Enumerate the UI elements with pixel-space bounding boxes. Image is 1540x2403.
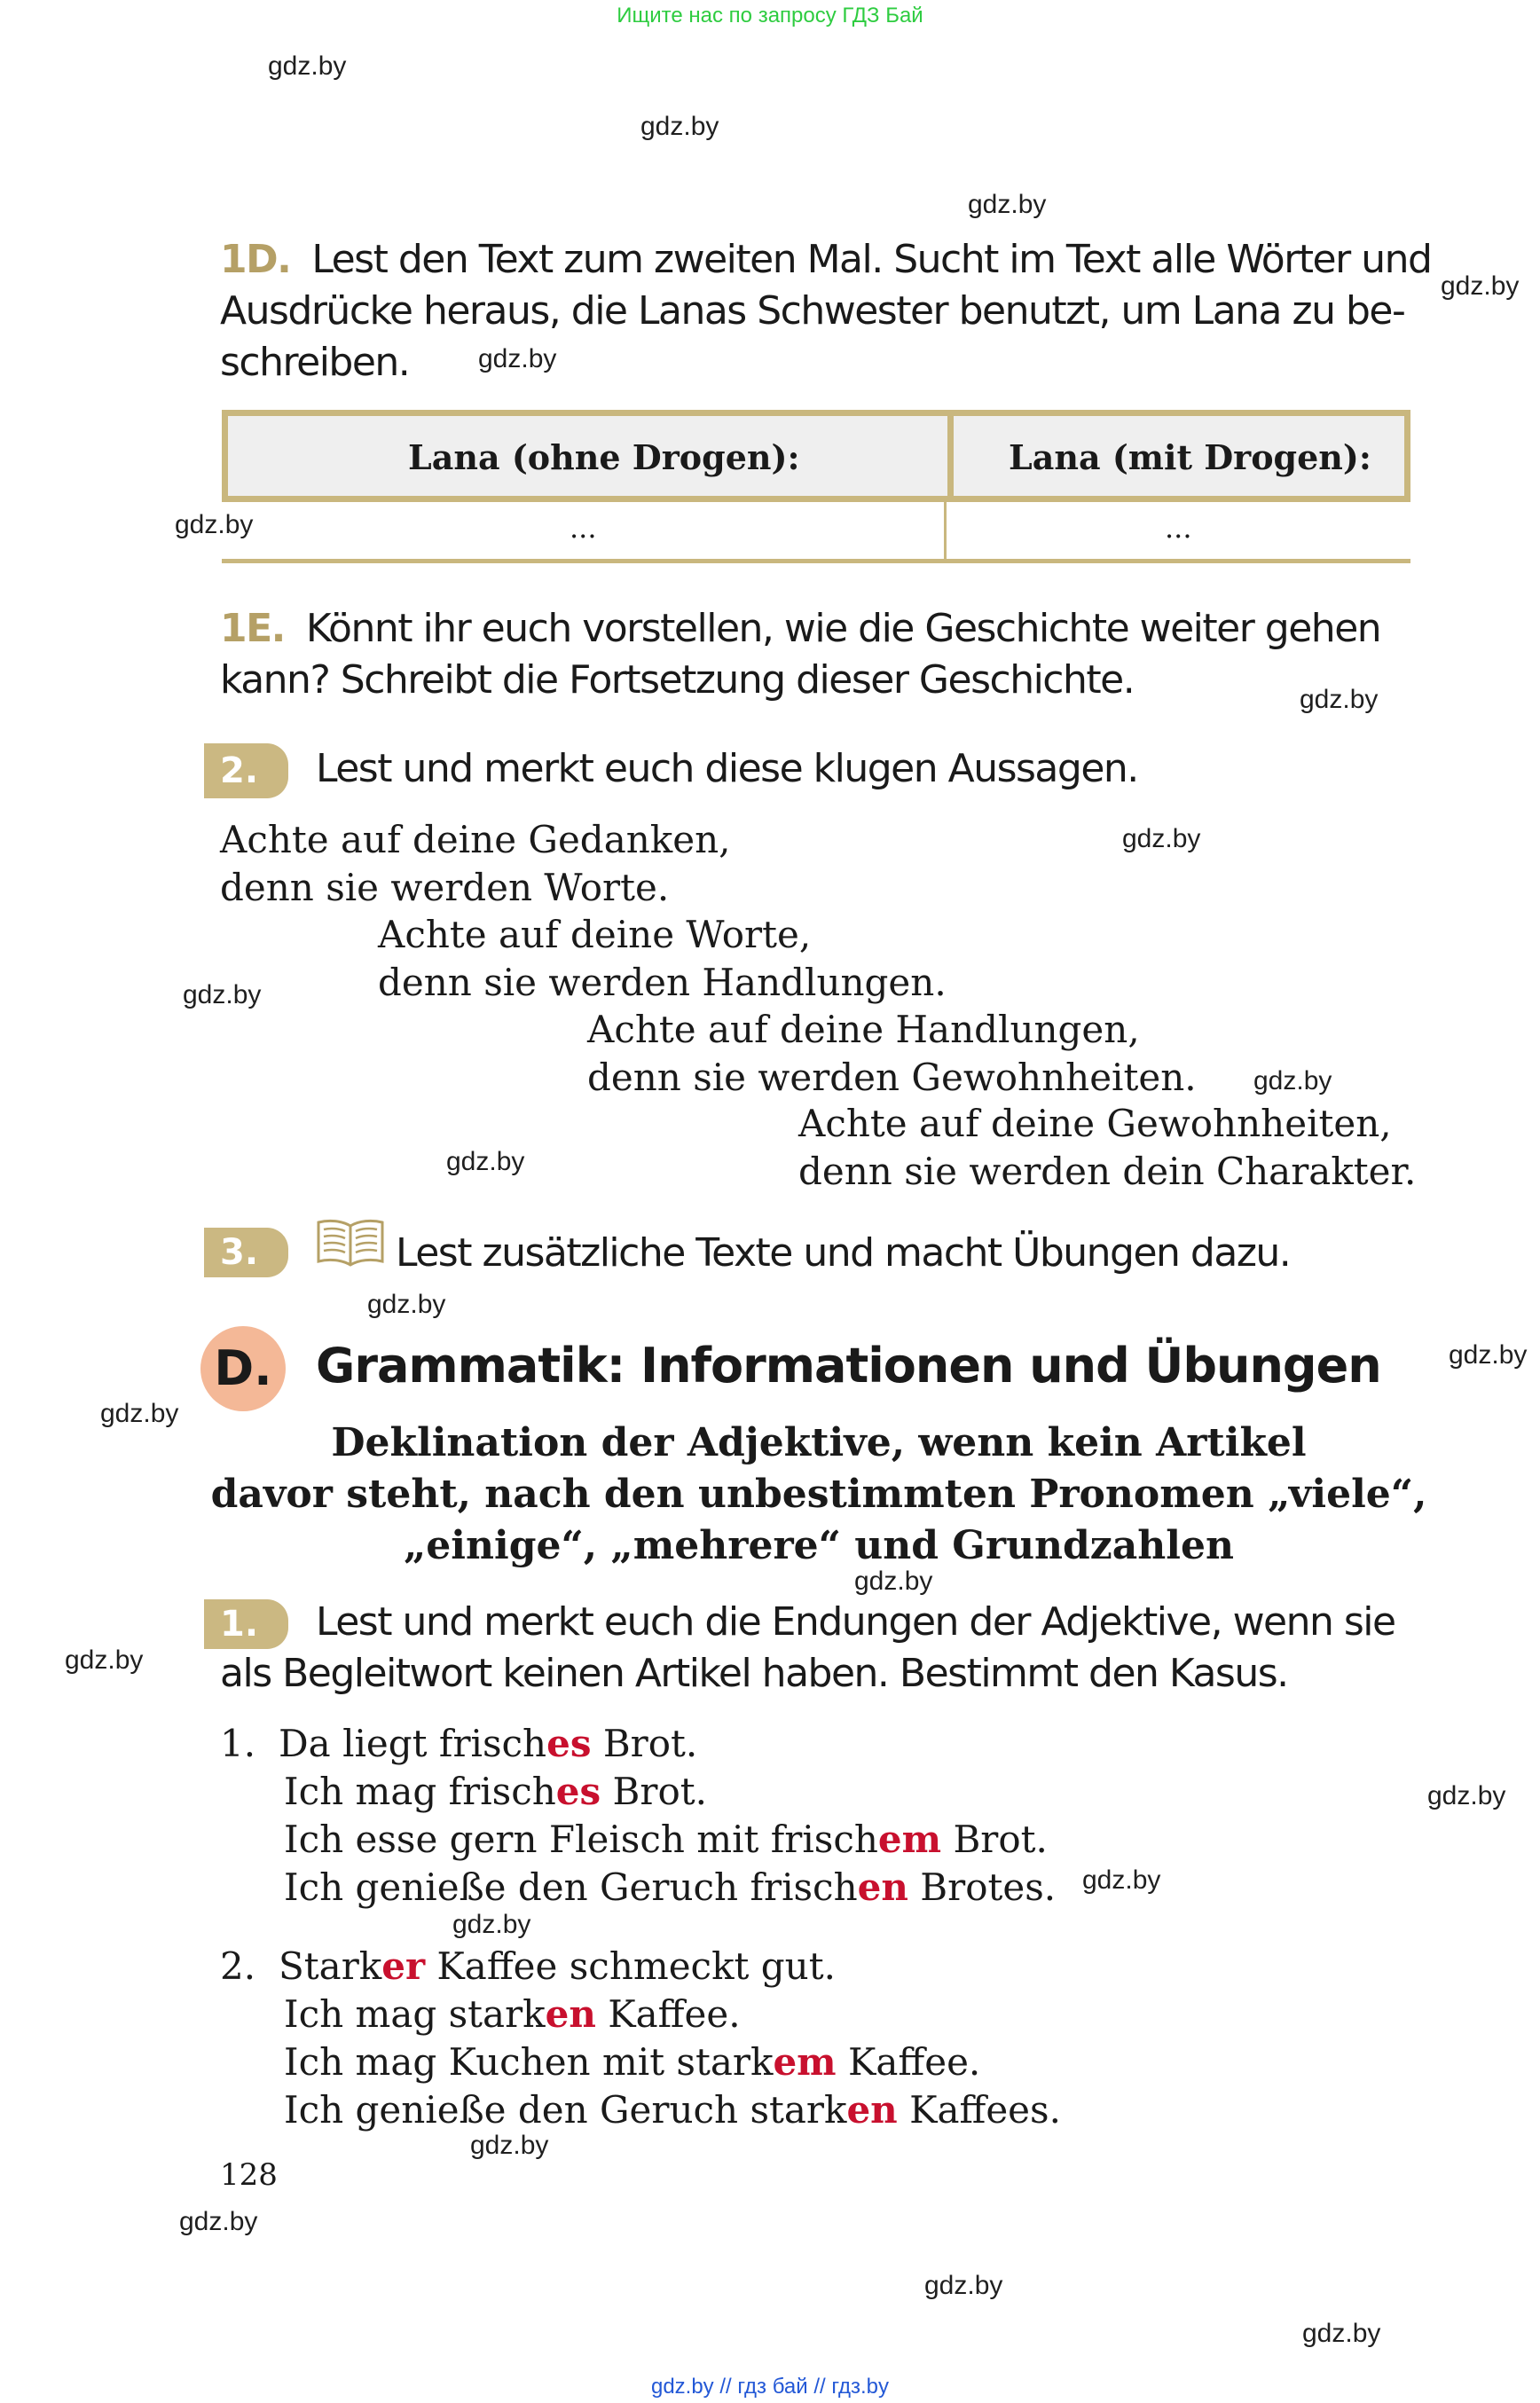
task-badge: 1. [204, 1599, 288, 1649]
watermark: gdz.by [470, 2131, 549, 2160]
watermark: gdz.by [1253, 1066, 1332, 1095]
poem-line: Achte auf deine Gedanken, [220, 818, 731, 861]
table-header-cell: Lana (ohne Drogen): [408, 437, 800, 477]
poem-line: denn sie werden Handlungen. [378, 961, 947, 1004]
example-number: 1. [220, 1722, 256, 1765]
watermark: gdz.by [446, 1147, 525, 1176]
example-line: Ich mag Kuchen mit starkem Kaffee. [284, 2040, 981, 2084]
task-3-text: Lest zusätzliche Texte und macht Übungen dazu. [396, 1230, 1291, 1276]
task-text-line: kann? Schreibt die Fortsetzung dieser Geschichte. [220, 657, 1135, 703]
task-number: 1D. [220, 237, 291, 282]
table-divider [944, 502, 947, 559]
example-group [279, 1720, 1056, 1912]
book-icon [315, 1217, 386, 1268]
poem-line: denn sie werden Worte. [220, 866, 670, 909]
watermark: gdz.by [1427, 1781, 1506, 1810]
example-line: Ich genieße den Geruch starken Kaffees. [284, 2088, 1061, 2132]
footer-links[interactable]: gdz.by // гдз бай // гдз.by [650, 2375, 890, 2399]
adjective-ending: es [546, 1722, 592, 1765]
task-text-line: Lest und merkt euch die Endungen der Adjektive, wenn sie [316, 1599, 1395, 1645]
example-number: 2. [220, 1944, 256, 1988]
poem-line: denn sie werden Gewohnheiten. [587, 1056, 1197, 1099]
watermark: gdz.by [1122, 824, 1201, 853]
watermark: gdz.by [179, 2207, 258, 2236]
example-line: Ich esse gern Fleisch mit frischem Brot. [284, 1818, 1048, 1861]
adjective-ending: en [857, 1865, 908, 1909]
watermark: gdz.by [640, 112, 719, 141]
adjective-ending: en [846, 2088, 898, 2132]
adjective-ending: es [555, 1770, 601, 1813]
task-text-line: Ausdrücke heraus, die Lanas Schwester benutzt, um Lana zu be- [220, 288, 1405, 334]
watermark: gdz.by [478, 344, 557, 373]
example-line: Ich mag starken Kaffee. [284, 1992, 741, 2036]
table-header-row [222, 410, 1410, 502]
watermark: gdz.by [183, 980, 262, 1009]
section-subtitle [193, 1417, 1444, 1572]
task-d1 [220, 1597, 1395, 1700]
task-2-text: Lest und merkt euch diese klugen Aussagen. [316, 746, 1138, 791]
poem-line: Achte auf deine Gewohnheiten, [798, 1102, 1392, 1145]
watermark: gdz.by [1300, 685, 1379, 714]
section-letter-circle: D. [200, 1326, 286, 1411]
adjective-ending: em [877, 1818, 942, 1861]
poem-line: Achte auf deine Worte, [378, 913, 812, 956]
table-row [222, 502, 1410, 563]
task-badge: 3. [204, 1228, 288, 1277]
task-text-line: Könnt ihr euch vorstellen, wie die Geschichte weiter gehen [305, 606, 1381, 651]
poem-line: Achte auf deine Handlungen, [587, 1008, 1140, 1051]
example-line: Ich genieße den Geruch frischen Brotes. [284, 1865, 1057, 1909]
watermark: gdz.by [1302, 2319, 1381, 2348]
example-group [279, 1943, 1061, 2134]
adjective-ending: en [545, 1992, 596, 2036]
poem-stanza [587, 1006, 1197, 1102]
example-line: Starker Kaffee schmeckt gut. [279, 1944, 836, 1988]
table-cell: ... [570, 511, 597, 545]
watermark: gdz.by [968, 190, 1047, 219]
adjective-ending: em [773, 2040, 837, 2084]
poem-stanza [378, 911, 947, 1007]
top-ad-text[interactable]: Ищите нас по запросу ГДЗ Бай [617, 4, 923, 27]
task-1d [220, 234, 1431, 389]
poem-stanza [798, 1100, 1416, 1196]
watermark: gdz.by [452, 1910, 531, 1939]
section-title: Grammatik: Informationen und Übungen [316, 1338, 1381, 1394]
subtitle-line: „einige“, „mehrere“ und Grundzahlen [403, 1523, 1234, 1568]
poem-line: denn sie werden dein Charakter. [798, 1150, 1417, 1193]
subtitle-line: Deklination der Adjektive, wenn kein Artikel [331, 1420, 1307, 1465]
task-1e [220, 603, 1380, 706]
table-cell: ... [1165, 511, 1192, 545]
watermark: gdz.by [100, 1399, 179, 1428]
task-badge: 2. [204, 743, 288, 798]
watermark: gdz.by [924, 2271, 1003, 2300]
watermark: gdz.by [1082, 1865, 1161, 1895]
watermark: gdz.by [854, 1567, 933, 1596]
task-text-line: als Begleitwort keinen Artikel haben. Bestimmt den Kasus. [220, 1651, 1288, 1696]
watermark: gdz.by [268, 51, 347, 81]
watermark: gdz.by [175, 510, 254, 539]
task-number: 1E. [220, 606, 285, 651]
task-text-line: Lest den Text zum zweiten Mal. Sucht im Text alle Wörter und [311, 237, 1432, 282]
subtitle-line: davor steht, nach den unbestimmten Pronomen „viele“, [210, 1472, 1427, 1517]
watermark: gdz.by [1441, 271, 1520, 301]
poem-stanza [220, 816, 731, 912]
page-number: 128 [220, 2157, 278, 2193]
task-text-line: schreiben. [220, 340, 410, 385]
example-line: Da liegt frisches Brot. [279, 1722, 698, 1765]
watermark: gdz.by [367, 1290, 446, 1319]
watermark: gdz.by [1449, 1340, 1528, 1370]
example-line: Ich mag frisches Brot. [284, 1770, 707, 1813]
adjective-ending: er [381, 1944, 426, 1988]
table-divider [947, 416, 954, 496]
watermark: gdz.by [65, 1645, 144, 1675]
table-header-cell: Lana (mit Drogen): [1009, 437, 1371, 477]
